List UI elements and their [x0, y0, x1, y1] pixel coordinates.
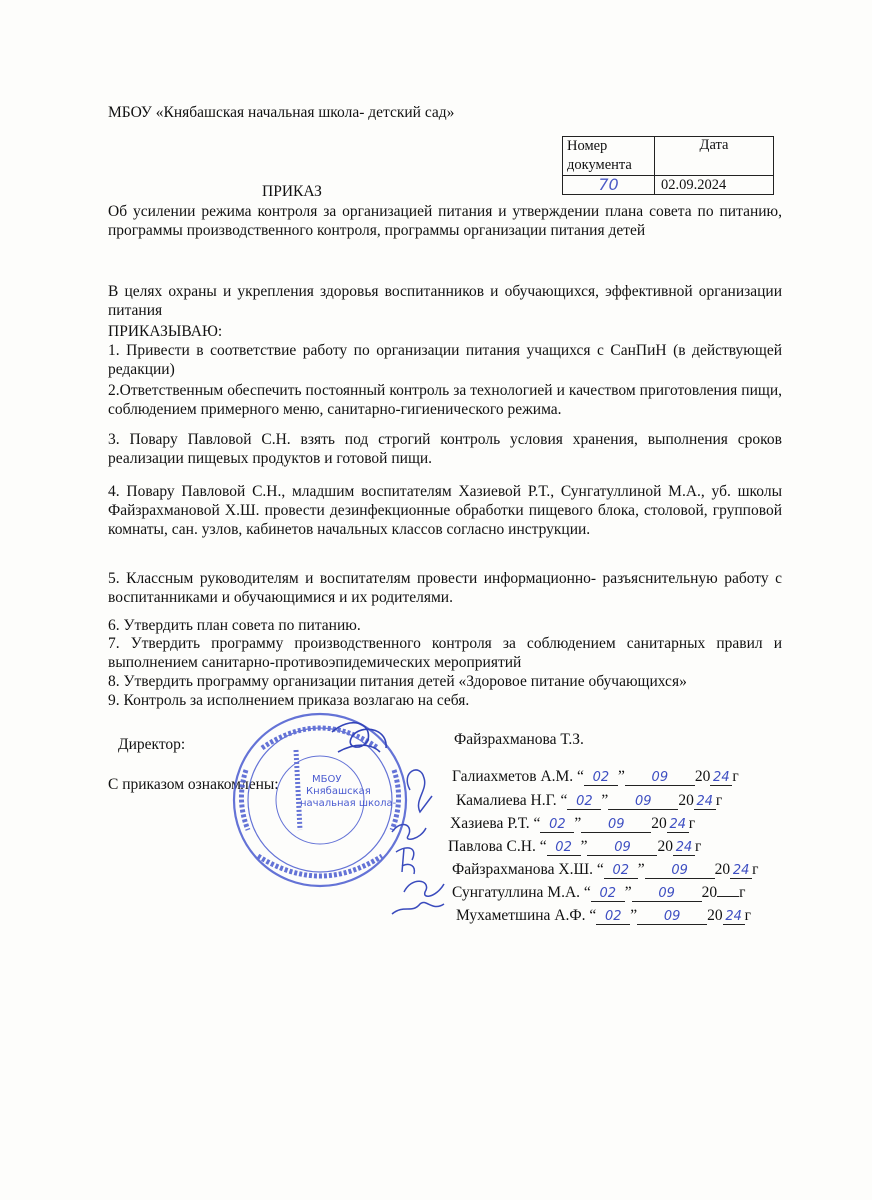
signature-day: 02 [596, 910, 630, 925]
stamp-line-2: Княбашская [306, 786, 371, 797]
signature-row [456, 907, 751, 925]
year-prefix: 20 [694, 768, 711, 785]
signer-name: Камалиева Н.Г. “ [456, 792, 568, 809]
signature-row [456, 792, 722, 810]
year-suffix-g: г [739, 884, 746, 901]
signature-row [452, 768, 739, 786]
document-date: 02.09.2024 [655, 176, 774, 195]
order-purpose: В целях охраны и укрепления здоровья воспитанников и обучающихся, эффективной организации питания [108, 283, 782, 319]
signature-day: 02 [584, 771, 618, 786]
order-subject: Об усилении режима контроля за организацией питания и утверждении плана совета по питанию, программы производственного контроля, программы организации питания детей [108, 203, 782, 239]
order-item-6: 6. Утвердить план совета по питанию. [108, 617, 361, 634]
signature-row [452, 861, 759, 879]
signature-year [717, 896, 739, 897]
year-suffix-g: г [752, 861, 759, 878]
quote-close: ” [630, 907, 638, 924]
stamp-line-1: МБОУ [312, 774, 342, 785]
year-prefix: 20 [714, 861, 731, 878]
signature-month: 09 [587, 841, 657, 856]
signature-row [448, 838, 701, 856]
signer-name: Мухаметшина А.Ф. “ [456, 907, 597, 924]
signer-name: Сунгатуллина М.А. “ [452, 884, 591, 901]
order-item-2: 2.Ответственным обеспечить постоянный контроль за технологией и качеством приготовления пищи, соблюдением примерного меню, санитарно-гигиенического режима. [108, 382, 782, 418]
year-prefix: 20 [651, 815, 667, 832]
year-suffix-g: г [694, 838, 702, 855]
signature-year: 24 [667, 818, 689, 833]
signature-year: 24 [730, 864, 752, 879]
order-item-9: 9. Контроль за исполнением приказа возлагаю на себя. [108, 692, 470, 709]
order-item-1: 1. Привести в соответствие работу по организации питания учащихся с СанПиН (в действующей редакции) [108, 342, 782, 378]
year-suffix-g: г [715, 792, 723, 809]
order-item-8: 8. Утвердить программу организации питания детей «Здоровое питание обучающихся» [108, 673, 687, 690]
quote-close: ” [624, 884, 632, 901]
year-suffix-g: г [744, 907, 752, 924]
signature-month: 09 [608, 795, 678, 810]
signature-row [452, 884, 746, 902]
director-name: Файзрахманова Т.З. [454, 731, 584, 748]
number-header: Номер документа [563, 137, 655, 176]
signature-month: 09 [625, 771, 695, 786]
acquainted-label: С приказом ознакомлены: [108, 776, 279, 793]
signer-name: Хазиева Р.Т. “ [450, 815, 541, 832]
year-suffix-g: г [732, 768, 739, 785]
signature-month: 09 [632, 887, 702, 902]
year-prefix: 20 [678, 792, 694, 809]
year-suffix-g: г [688, 815, 696, 832]
order-item-4: 4. Повару Павловой С.Н., младшим воспитателям Хазиевой Р.Т., Сунгатуллиной М.А., уб. школы Файзрахмановой Х.Ш. провести дезинфекционные обработки пищевого блока, столовой, групповой комнаты, сан. узлов, кабинетов начальных классов согласно инструкции. [108, 483, 782, 538]
order-item-5: 5. Классным руководителям и воспитателям провести информационно- разъяснительную работу с воспитанниками и обучающимися и их родителями. [108, 570, 782, 606]
date-header: Дата [655, 137, 774, 176]
year-prefix: 20 [657, 838, 673, 855]
signature-row [450, 815, 695, 833]
signature-year: 24 [673, 841, 695, 856]
signature-day: 02 [604, 864, 638, 879]
order-title: ПРИКАЗ [262, 183, 322, 200]
signature-month: 09 [645, 864, 715, 879]
organization-name: МБОУ «Княбашская начальная школа- детский сад» [108, 104, 455, 121]
signature-year: 24 [694, 795, 716, 810]
year-prefix: 20 [707, 907, 723, 924]
signer-name: Галиахметов А.М. “ [452, 768, 584, 785]
stamp-line-3: начальная школа- [300, 798, 397, 809]
signature-day: 02 [547, 841, 581, 856]
signature-year: 24 [710, 771, 732, 786]
quote-close: ” [601, 792, 609, 809]
document-number: 70 [563, 176, 655, 195]
signature-year: 24 [723, 910, 745, 925]
year-prefix: 20 [701, 884, 718, 901]
signature-month: 09 [581, 818, 651, 833]
quote-close: ” [637, 861, 645, 878]
order-word: ПРИКАЗЫВАЮ: [108, 323, 223, 340]
quote-close: ” [574, 815, 582, 832]
director-label: Директор: [118, 736, 186, 753]
signature-day: 02 [567, 795, 601, 810]
quote-close: ” [617, 768, 625, 785]
quote-close: ” [580, 838, 588, 855]
signer-name: Павлова С.Н. “ [448, 838, 547, 855]
signer-name: Файзрахманова Х.Ш. “ [452, 861, 604, 878]
signature-day: 02 [591, 887, 625, 902]
signature-month: 09 [637, 910, 707, 925]
signature-day: 02 [540, 818, 574, 833]
order-item-7: 7. Утвердить программу производственного контроля за соблюдением санитарных правил и выполнением санитарно-противоэпидемических мероприятий [108, 635, 782, 671]
order-item-3: 3. Повару Павловой С.Н. взять под строгий контроль условия хранения, выполнения сроков реализации пищевых продуктов и готовой пищи. [108, 431, 782, 467]
